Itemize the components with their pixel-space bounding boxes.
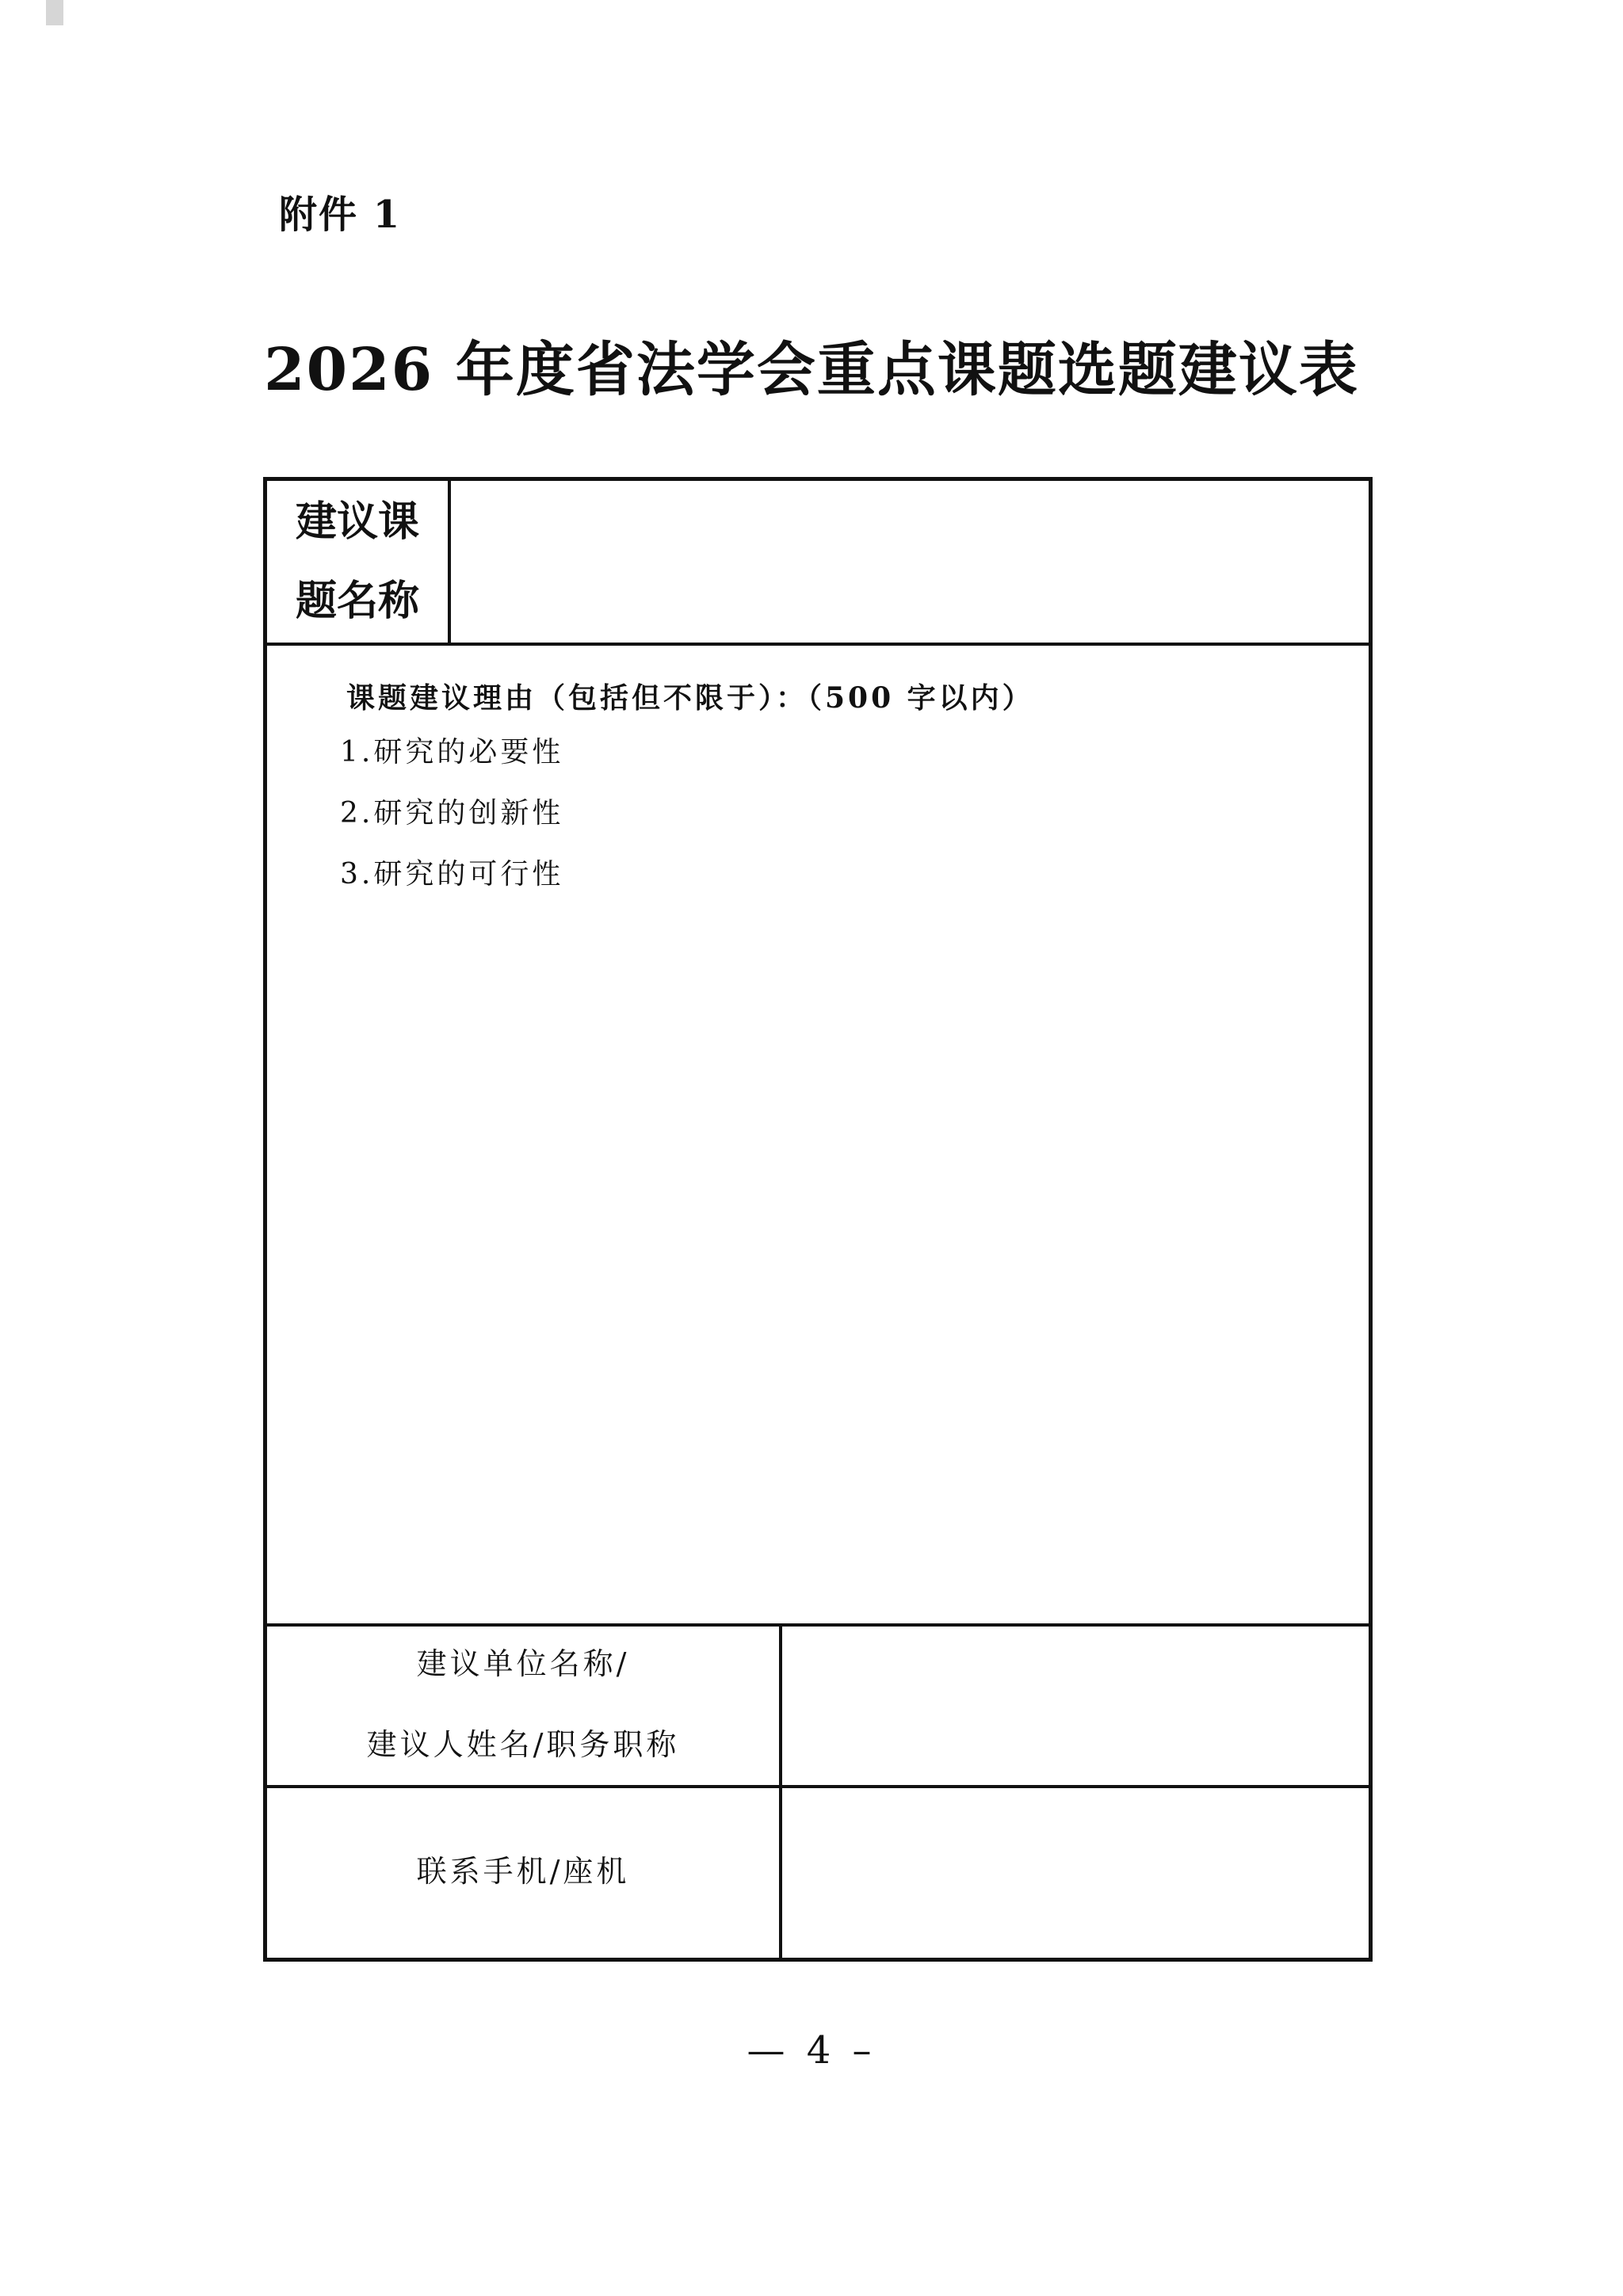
proposer-label <box>267 1623 782 1785</box>
contact-row <box>267 1785 1369 1958</box>
document-title: 2026 年度省法学会重点课题选题建议表 <box>264 336 1359 404</box>
page-number: — 4 – <box>747 2028 876 2073</box>
attachment-label: 附件 1 <box>279 193 402 237</box>
topic-name-row <box>267 481 1369 646</box>
proposer-label-line2: 建议人姓名/职务职称 <box>366 1727 680 1762</box>
contact-label <box>267 1785 782 1958</box>
proposer-label-line1: 建议单位名称/ <box>416 1646 630 1681</box>
reason-heading: 课题建议理由（包括但不限于）：（500 字以内） <box>346 681 1034 715</box>
reason-row[interactable] <box>267 643 1369 1627</box>
proposer-field[interactable] <box>782 1623 1369 1785</box>
topic-name-label-line1: 建议课 <box>295 498 419 546</box>
scan-edge-mark <box>46 0 63 25</box>
reason-item-innovation: 2.研究的创新性 <box>340 797 564 830</box>
reason-item-necessity: 1.研究的必要性 <box>340 736 564 769</box>
reason-list <box>340 722 563 905</box>
reason-item-feasibility: 3.研究的可行性 <box>340 858 564 891</box>
contact-field[interactable] <box>782 1785 1369 1958</box>
topic-name-field[interactable] <box>451 481 1369 643</box>
contact-label-text: 联系手机/座机 <box>416 1854 630 1889</box>
proposal-form-table <box>263 477 1373 1962</box>
topic-name-label-line2: 题名称 <box>295 577 419 625</box>
proposer-row <box>267 1623 1369 1788</box>
topic-name-label <box>267 481 451 643</box>
